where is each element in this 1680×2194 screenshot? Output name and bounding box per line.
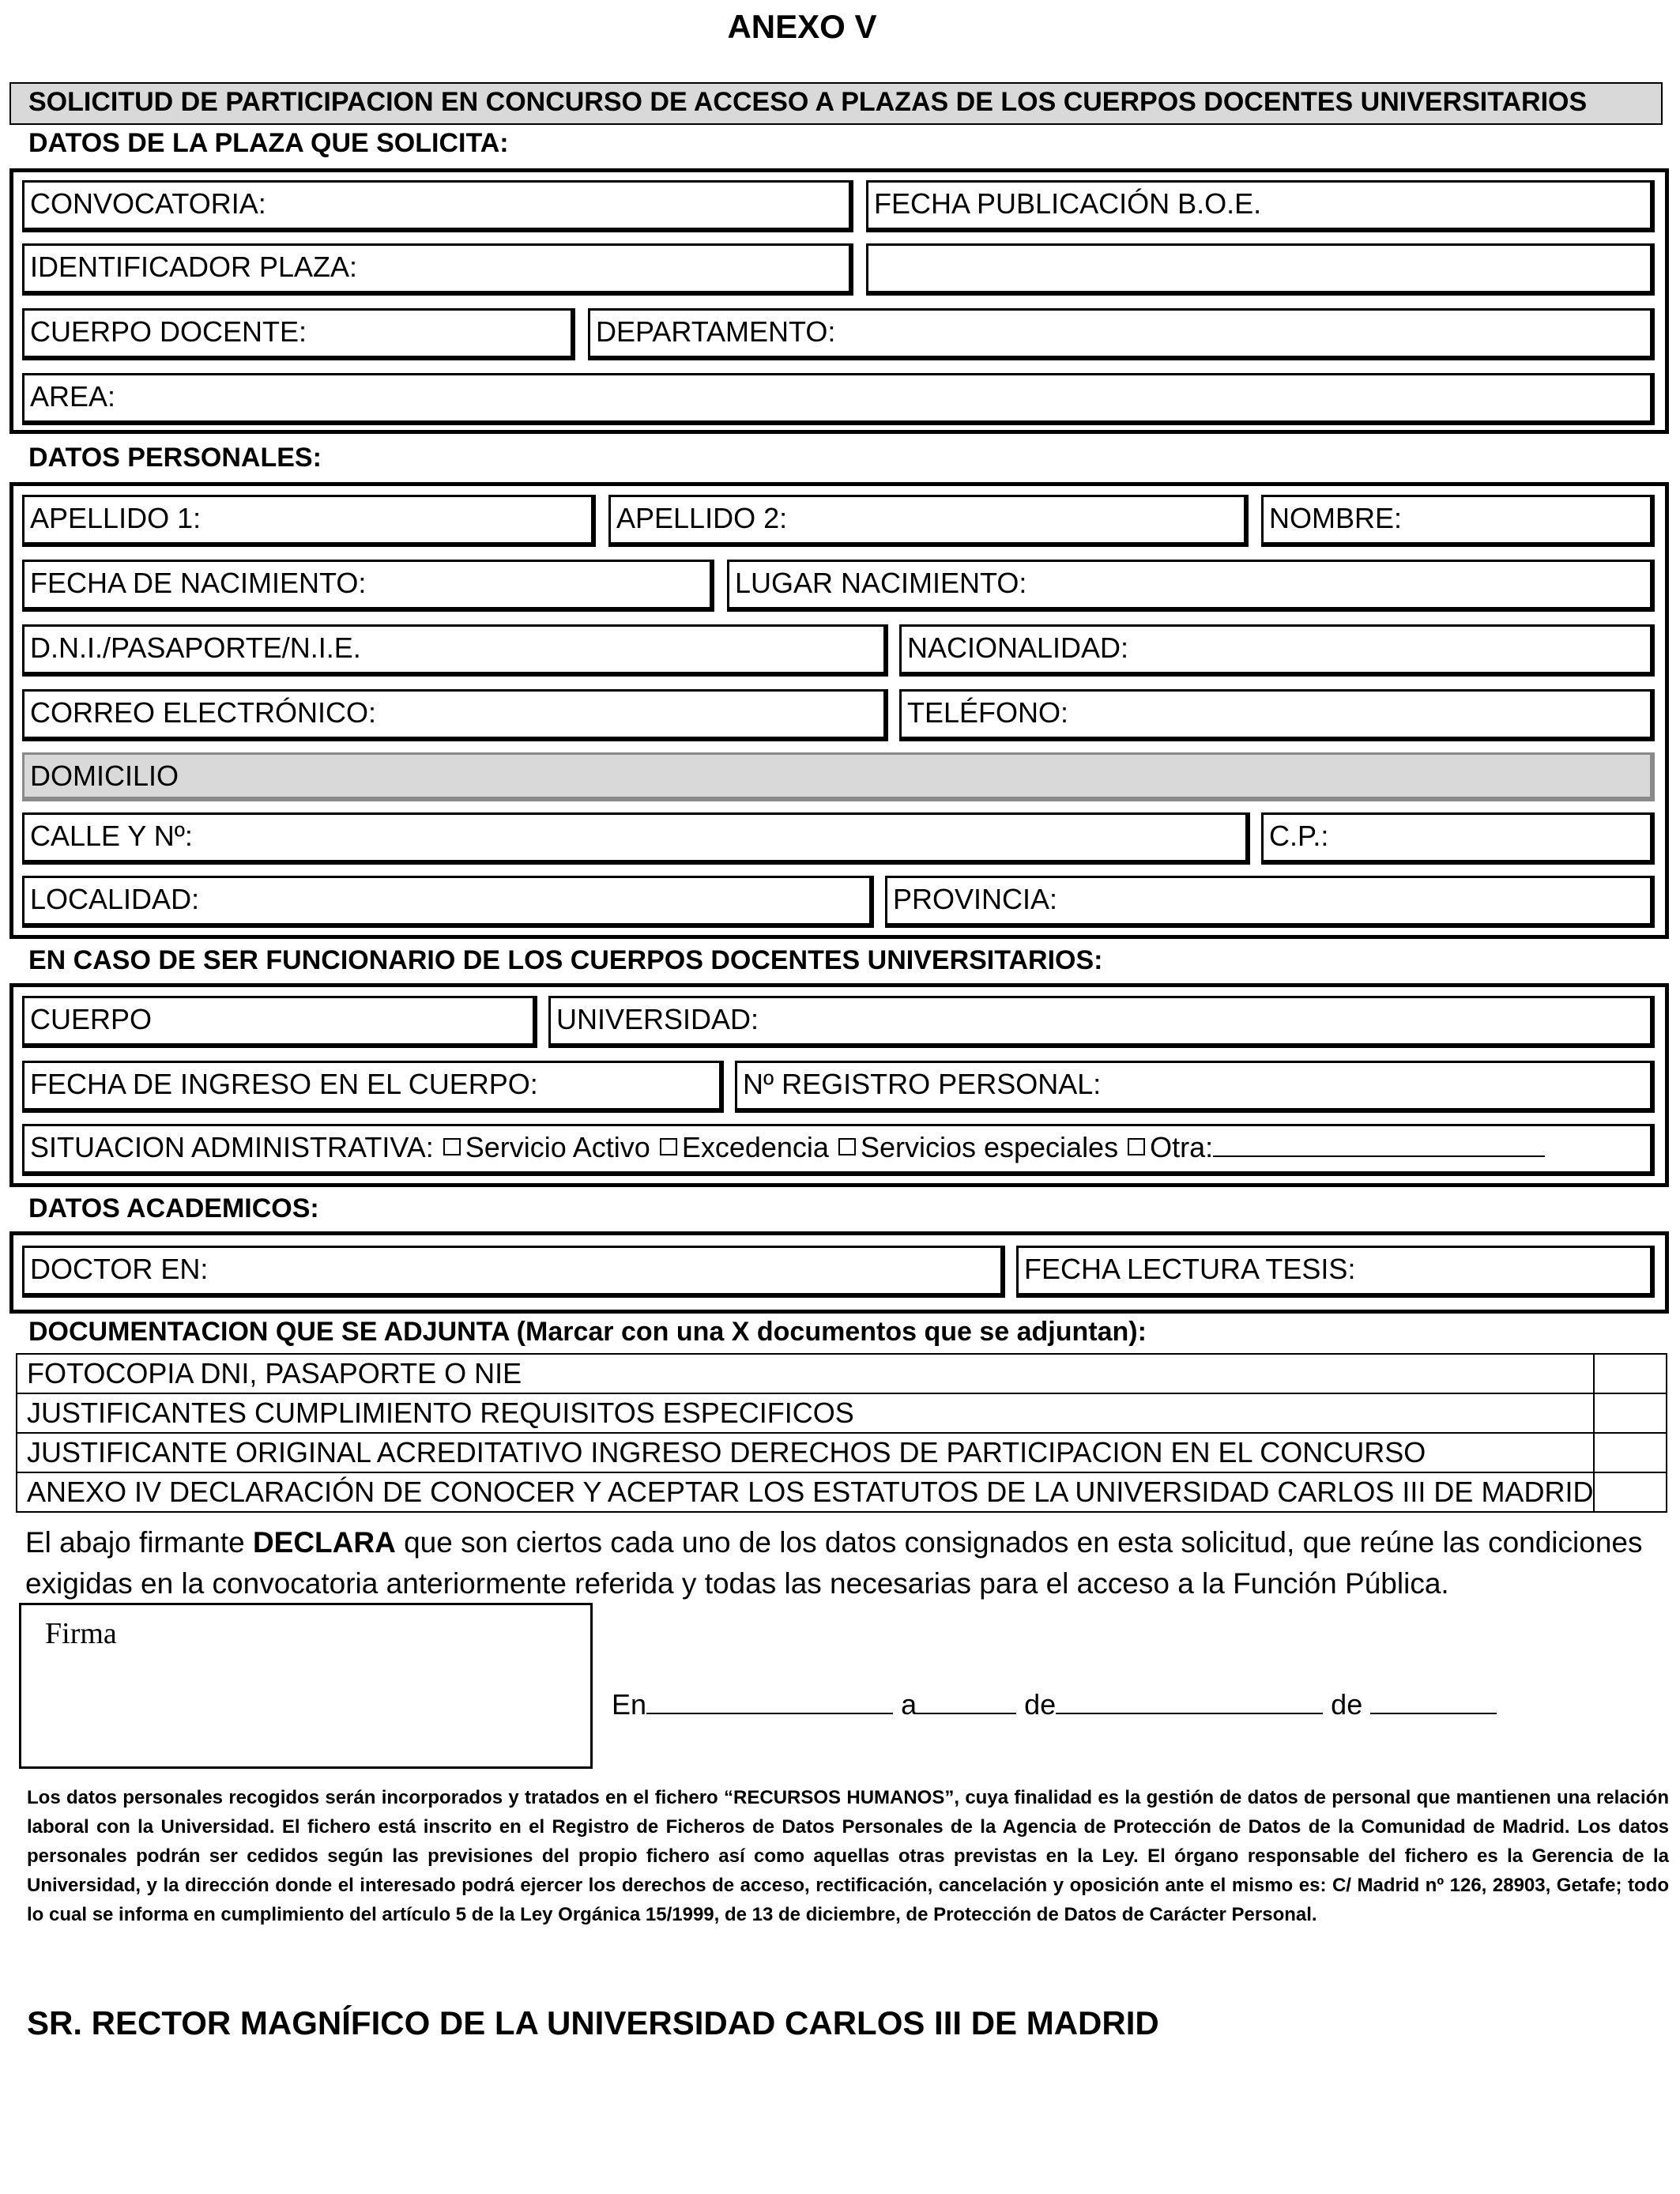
- declaracion-pre: El abajo firmante: [25, 1526, 253, 1559]
- fecha-ingreso-field[interactable]: FECHA DE INGRESO EN EL CUERPO:: [22, 1061, 724, 1113]
- declaracion-bold: DECLARA: [252, 1526, 396, 1559]
- section-heading-funcionario: EN CASO DE SER FUNCIONARIO DE LOS CUERPOS DOCENTES UNIVERSITARIOS:: [28, 945, 1103, 975]
- fecha-linea: [612, 1688, 1497, 1721]
- document-label: JUSTIFICANTES CUMPLIMIENTO REQUISITOS ESPECIFICOS: [17, 1393, 1594, 1433]
- document-checkbox[interactable]: [1594, 1354, 1667, 1393]
- cuerpo-docente-field[interactable]: CUERPO DOCENTE:: [22, 308, 575, 360]
- nacionalidad-field[interactable]: NACIONALIDAD:: [899, 624, 1655, 677]
- calle-field[interactable]: CALLE Y Nº:: [22, 812, 1250, 865]
- fecha-en-label: En: [612, 1688, 647, 1721]
- document-checkbox[interactable]: [1594, 1433, 1667, 1472]
- servicios-especiales-label: Servicios especiales: [860, 1131, 1119, 1163]
- documentacion-table: [16, 1353, 1667, 1513]
- provincia-field[interactable]: PROVINCIA:: [885, 876, 1655, 928]
- doctor-en-field[interactable]: DOCTOR EN:: [22, 1246, 1005, 1298]
- area-field[interactable]: AREA:: [22, 373, 1655, 425]
- anio-input-line[interactable]: [1370, 1689, 1497, 1714]
- domicilio-header: DOMICILIO: [22, 752, 1655, 801]
- convocatoria-field[interactable]: CONVOCATORIA:: [22, 180, 853, 232]
- cuerpo-field[interactable]: CUERPO: [22, 996, 537, 1048]
- blank-field[interactable]: [866, 243, 1655, 296]
- table-row: [17, 1433, 1667, 1472]
- excedencia-checkbox[interactable]: [660, 1138, 677, 1155]
- servicio-activo-checkbox[interactable]: [443, 1138, 461, 1155]
- apellido2-field[interactable]: APELLIDO 2:: [608, 495, 1249, 547]
- table-row: [17, 1354, 1667, 1393]
- form-banner: SOLICITUD DE PARTICIPACION EN CONCURSO DE ACCESO A PLAZAS DE LOS CUERPOS DOCENTES UNIVERSITARIOS: [9, 82, 1663, 125]
- firma-box[interactable]: Firma: [19, 1603, 593, 1769]
- departamento-field[interactable]: DEPARTAMENTO:: [588, 308, 1655, 360]
- fecha-boe-field[interactable]: FECHA PUBLICACIÓN B.O.E.: [866, 180, 1655, 232]
- otra-label: Otra:: [1150, 1131, 1214, 1163]
- localidad-field[interactable]: LOCALIDAD:: [22, 876, 874, 928]
- section-heading-academicos: DATOS ACADEMICOS:: [28, 1193, 319, 1223]
- lugar-input-line[interactable]: [646, 1689, 893, 1714]
- correo-field[interactable]: CORREO ELECTRÓNICO:: [22, 689, 888, 741]
- apellido1-field[interactable]: APELLIDO 1:: [22, 495, 596, 547]
- lugar-nacimiento-field[interactable]: LUGAR NACIMIENTO:: [727, 560, 1655, 612]
- table-row: [17, 1472, 1667, 1512]
- situacion-label: SITUACION ADMINISTRATIVA:: [30, 1131, 434, 1163]
- universidad-field[interactable]: UNIVERSIDAD:: [548, 996, 1655, 1048]
- table-row: [17, 1393, 1667, 1433]
- document-label: FOTOCOPIA DNI, PASAPORTE O NIE: [17, 1354, 1594, 1393]
- excedencia-label: Excedencia: [681, 1131, 829, 1163]
- section-heading-personales: DATOS PERSONALES:: [28, 443, 322, 473]
- document-label: JUSTIFICANTE ORIGINAL ACREDITATIVO INGRESO DERECHOS DE PARTICIPACION EN EL CONCURSO: [17, 1433, 1594, 1472]
- document-checkbox[interactable]: [1594, 1393, 1667, 1433]
- telefono-field[interactable]: TELÉFONO:: [899, 689, 1655, 741]
- mes-input-line[interactable]: [1056, 1689, 1323, 1714]
- declaracion-text: [25, 1522, 1669, 1604]
- document-checkbox[interactable]: [1594, 1472, 1667, 1512]
- nombre-field[interactable]: NOMBRE:: [1261, 495, 1655, 547]
- declaracion-post: que son ciertos cada uno de los datos consignados en esta solicitud, que reúne las condiciones exigidas en la convocatoria anteriormente referida y todas las necesarias para el acceso a la Función Pública.: [25, 1526, 1643, 1600]
- servicio-activo-label: Servicio Activo: [465, 1131, 650, 1163]
- situacion-administrativa-field: [22, 1124, 1655, 1176]
- section-heading-documentacion: DOCUMENTACION QUE SE ADJUNTA (Marcar con una X documentos que se adjuntan):: [28, 1317, 1147, 1347]
- dni-field[interactable]: D.N.I./PASAPORTE/N.I.E.: [22, 624, 888, 677]
- identificador-plaza-field[interactable]: IDENTIFICADOR PLAZA:: [22, 243, 853, 296]
- fecha-nacimiento-field[interactable]: FECHA DE NACIMIENTO:: [22, 560, 714, 612]
- legal-notice: Los datos personales recogidos serán incorporados y tratados en el fichero “RECURSOS HUMANOS”, cuya finalidad es la gestión de datos de personal que mantienen una relación laboral con la Universidad. El fichero está inscrito en el Registro de Ficheros de Datos Personales de la Agencia de Protección de Datos de la Comunidad de Madrid. Los datos personales podrán ser cedidos según las previsiones del propio fichero así como aquellas otras previstas en la Ley. El órgano responsable del fichero es la Gerencia de la Universidad, y la dirección donde el interesado podrá ejercer los derechos de acceso, rectificación, cancelación y oposición ante el mismo es: C/ Madrid nº 126, 28903, Getafe; todo lo cual se informa en cumplimiento del artículo 5 de la Ley Orgánica 15/1999, de 13 de diciembre, de Protección de Datos de Carácter Personal.: [27, 1787, 1669, 1925]
- page-title: ANEXO V: [727, 8, 877, 45]
- document-label: ANEXO IV DECLARACIÓN DE CONOCER Y ACEPTAR LOS ESTATUTOS DE LA UNIVERSIDAD CARLOS III DE MADRID: [17, 1472, 1594, 1512]
- servicios-especiales-checkbox[interactable]: [838, 1138, 856, 1155]
- cp-field[interactable]: C.P.:: [1261, 812, 1655, 865]
- destinatario: SR. RECTOR MAGNÍFICO DE LA UNIVERSIDAD CARLOS III DE MADRID: [27, 2004, 1159, 2041]
- fecha-de2-label: de: [1331, 1688, 1363, 1721]
- fecha-tesis-field[interactable]: FECHA LECTURA TESIS:: [1016, 1246, 1655, 1298]
- fecha-a-label: a: [901, 1688, 917, 1721]
- registro-personal-field[interactable]: Nº REGISTRO PERSONAL:: [735, 1061, 1655, 1113]
- otra-checkbox[interactable]: [1128, 1138, 1145, 1155]
- dia-input-line[interactable]: [917, 1689, 1016, 1714]
- fecha-de1-label: de: [1024, 1688, 1057, 1721]
- section-heading-plaza: DATOS DE LA PLAZA QUE SOLICITA:: [28, 128, 509, 158]
- otra-input-line[interactable]: [1213, 1132, 1545, 1157]
